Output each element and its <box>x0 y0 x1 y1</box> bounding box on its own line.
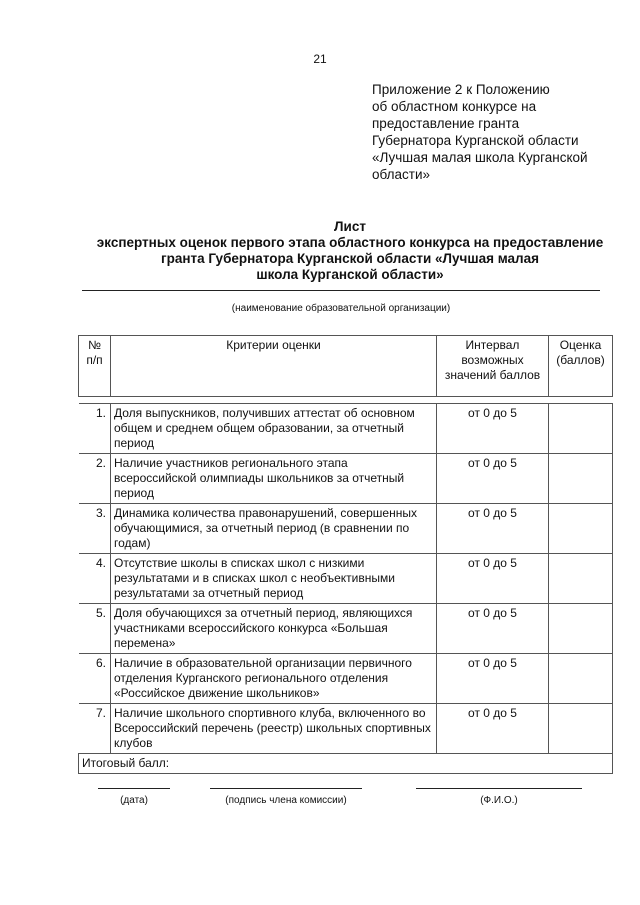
row-score-cell[interactable] <box>549 454 613 504</box>
title-line: Лист <box>334 219 366 234</box>
table-row <box>79 504 613 554</box>
organization-name-line <box>82 290 600 291</box>
table-row <box>79 454 613 504</box>
row-interval: от 0 до 5 <box>437 504 549 554</box>
total-row <box>79 754 613 774</box>
appendix-line: области» <box>372 167 431 182</box>
header-criteria: Критерии оценки <box>111 336 437 397</box>
row-num: 6. <box>79 654 111 704</box>
row-num: 2. <box>79 454 111 504</box>
table-row <box>79 554 613 604</box>
organization-caption: (наименование образовательной организации) <box>231 303 451 314</box>
name-caption: (Ф.И.О.) <box>480 795 518 806</box>
row-criterion: Наличие школьного спортивного клуба, включенного во Всероссийский перечень (реестр) школьных спортивных клубов <box>111 704 437 754</box>
row-interval: от 0 до 5 <box>437 454 549 504</box>
header-interval: Интервал возможных значений баллов <box>437 336 549 397</box>
row-num: 3. <box>79 504 111 554</box>
title-line: школа Курганской области» <box>256 267 444 282</box>
header-score: Оценка (баллов) <box>549 336 613 397</box>
row-interval: от 0 до 5 <box>437 554 549 604</box>
row-num: 1. <box>79 404 111 454</box>
appendix-line: предоставление гранта <box>372 116 520 131</box>
appendix-line: «Лучшая малая школа Курганской <box>372 150 588 165</box>
table-row <box>79 604 613 654</box>
signature-caption: (подпись члена комиссии) <box>225 795 347 806</box>
row-criterion: Отсутствие школы в списках школ с низкими результатами и в списках школ с необъективными результатами за отчетный период <box>111 554 437 604</box>
appendix-line: Губернатора Курганской области <box>372 133 579 148</box>
appendix-line: Приложение 2 к Положению <box>372 82 550 97</box>
row-interval: от 0 до 5 <box>437 404 549 454</box>
header-num: № п/п <box>79 336 111 397</box>
document-title <box>70 219 630 283</box>
row-score-cell[interactable] <box>549 704 613 754</box>
row-criterion: Доля выпускников, получивших аттестат об основном общем и среднем общем образовании, за отчетный период <box>111 404 437 454</box>
row-num: 7. <box>79 704 111 754</box>
row-score-cell[interactable] <box>549 554 613 604</box>
spacer-row <box>79 397 613 404</box>
title-line: гранта Губернатора Курганской области «Лучшая малая <box>161 251 539 266</box>
row-interval: от 0 до 5 <box>437 704 549 754</box>
table-header-row <box>79 336 613 397</box>
signature-line <box>210 788 362 789</box>
row-criterion: Наличие участников регионального этапа всероссийской олимпиады школьников за отчетный период <box>111 454 437 504</box>
appendix-line: об областном конкурсе на <box>372 99 537 114</box>
table-row <box>79 654 613 704</box>
row-num: 5. <box>79 604 111 654</box>
appendix-note <box>372 81 632 183</box>
name-line <box>416 788 582 789</box>
row-score-cell[interactable] <box>549 504 613 554</box>
table-row <box>79 404 613 454</box>
row-score-cell[interactable] <box>549 654 613 704</box>
title-line: экспертных оценок первого этапа областного конкурса на предоставление <box>96 235 604 250</box>
criteria-table <box>78 335 613 774</box>
date-caption: (дата) <box>120 795 148 806</box>
page-number: 21 <box>313 52 327 66</box>
table-row <box>79 704 613 754</box>
row-criterion: Доля обучающихся за отчетный период, являющихся участниками всероссийского конкурса «Большая перемена» <box>111 604 437 654</box>
row-score-cell[interactable] <box>549 604 613 654</box>
row-criterion: Наличие в образовательной организации первичного отделения Курганского регионального отделения «Российское движение школьников» <box>111 654 437 704</box>
row-score-cell[interactable] <box>549 404 613 454</box>
date-line <box>98 788 170 789</box>
row-interval: от 0 до 5 <box>437 604 549 654</box>
row-interval: от 0 до 5 <box>437 654 549 704</box>
total-label: Итоговый балл: <box>79 754 613 774</box>
row-num: 4. <box>79 554 111 604</box>
row-criterion: Динамика количества правонарушений, совершенных обучающимися, за отчетный период (в сравнении по годам) <box>111 504 437 554</box>
